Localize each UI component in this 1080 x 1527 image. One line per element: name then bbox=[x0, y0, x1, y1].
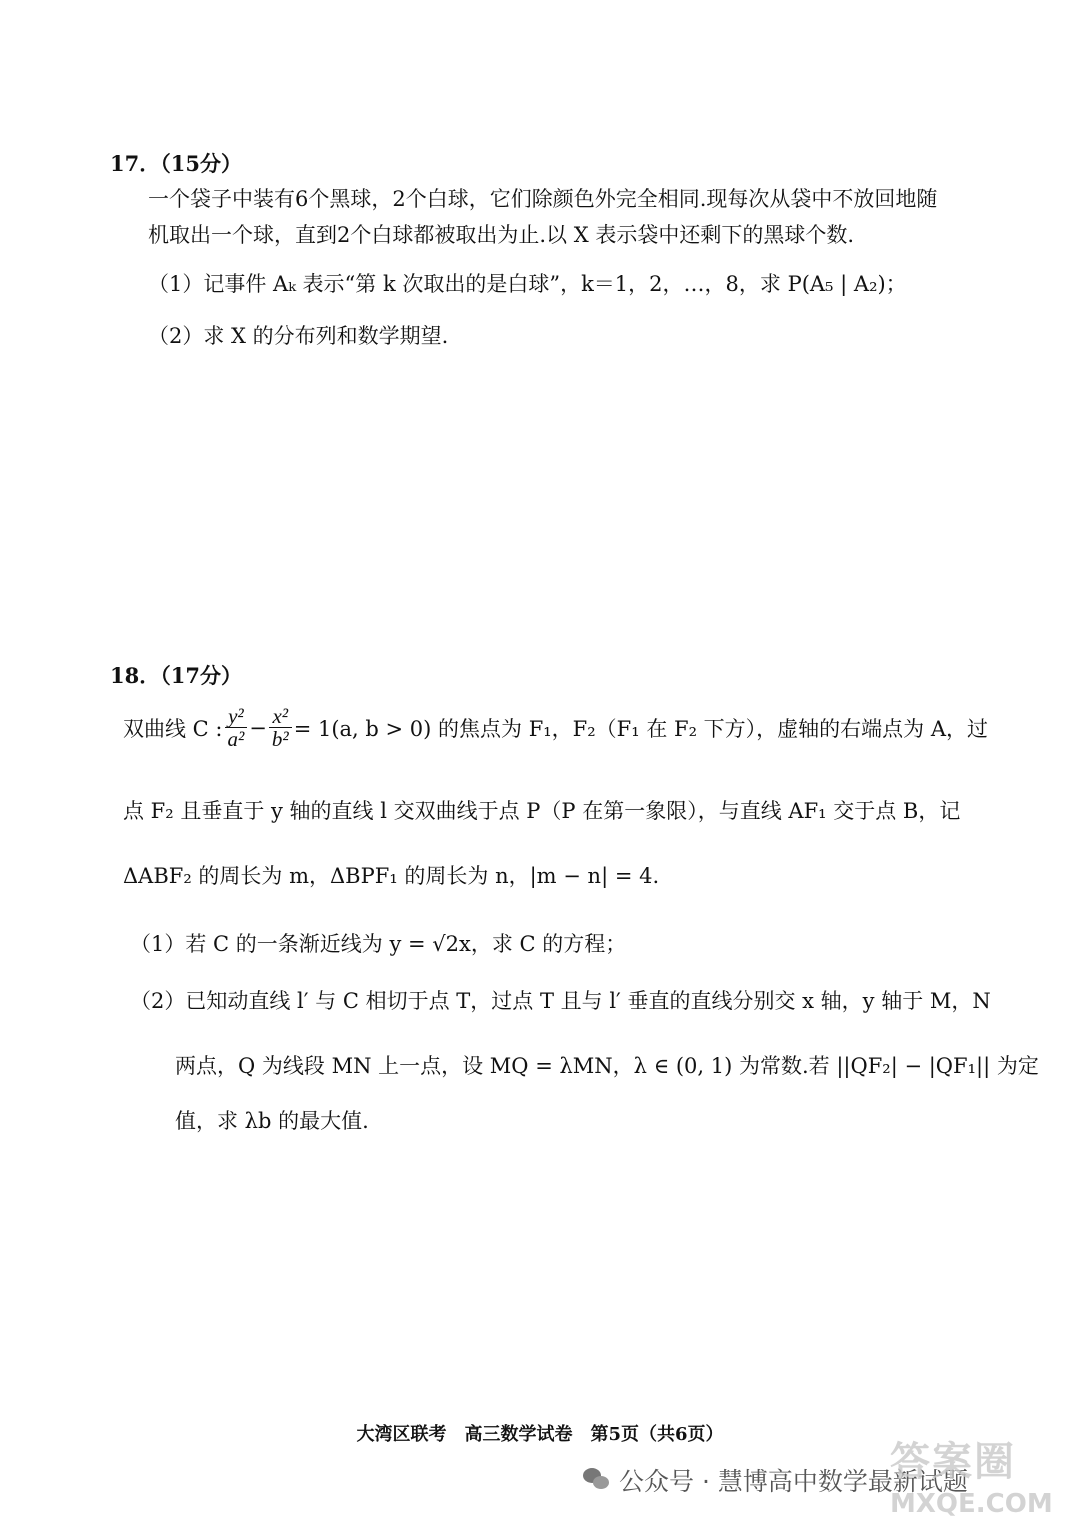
q18-line-1-prefix: 双曲线 C : bbox=[123, 716, 223, 741]
q18-line-3: ΔABF₂ 的周长为 m，ΔBPF₁ 的周长为 n，|m − n| = 4. bbox=[123, 864, 660, 888]
fraction-denominator: b² bbox=[271, 727, 289, 752]
watermark-logo bbox=[890, 1430, 1070, 1525]
wechat-account-text: 公众号 · 慧博高中数学最新试题 bbox=[619, 1467, 968, 1496]
minus-sign: − bbox=[249, 715, 267, 740]
wechat-icon bbox=[583, 1466, 611, 1494]
fraction-denominator: a² bbox=[227, 727, 245, 752]
q18-line-1-suffix: = 1(a, b > 0) 的焦点为 F₁，F₂（F₁ 在 F₂ 下方），虚轴的右端点为 A，过 bbox=[293, 716, 989, 741]
q18-line-2: 点 F₂ 且垂直于 y 轴的直线 l 交双曲线于点 P（P 在第一象限），与直线 AF₁ 交于点 B，记 bbox=[123, 799, 961, 823]
fraction-x2-b2 bbox=[269, 705, 292, 750]
q18-line-1 bbox=[123, 705, 988, 750]
q17-part-2: （2）求 X 的分布列和数学期望. bbox=[148, 324, 449, 348]
q17-heading: 17．（15分） bbox=[110, 151, 242, 176]
fraction-numerator: y² bbox=[225, 705, 248, 728]
watermark-bottom-text: MXQE.COM bbox=[890, 1489, 1053, 1519]
q18-part-2-line-1: （2）已知动直线 l′ 与 C 相切于点 T，过点 T 且与 l′ 垂直的直线分别交 x 轴，y 轴于 M，N bbox=[130, 989, 991, 1013]
q18-part-2-line-2: 两点，Q 为线段 MN 上一点，设 MQ = λMN，λ ∈ (0, 1) 为常数.若 ||QF₂| − |QF₁|| 为定 bbox=[175, 1054, 1039, 1078]
q18-heading: 18．（17分） bbox=[110, 663, 242, 688]
q18-part-1: （1）若 C 的一条渐近线为 y = √2x，求 C 的方程； bbox=[130, 932, 627, 956]
fraction-numerator: x² bbox=[269, 705, 292, 728]
fraction-y2-a2 bbox=[225, 705, 248, 750]
q17-line-2: 机取出一个球，直到2个白球都被取出为止.以 X 表示袋中还剩下的黑球个数. bbox=[148, 223, 855, 247]
q18-part-2-line-3: 值，求 λb 的最大值. bbox=[175, 1109, 369, 1133]
q17-line-1: 一个袋子中装有6个黑球，2个白球，它们除颜色外完全相同.现每次从袋中不放回地随 bbox=[148, 187, 938, 211]
watermark-top-text: 答案圈 bbox=[890, 1439, 1016, 1485]
q17-part-1: （1）记事件 Aₖ 表示“第 k 次取出的是白球”，k＝1，2，…，8，求 P(A₅ | A₂)； bbox=[148, 272, 907, 296]
page-footer: 大湾区联考 高三数学试卷 第5页（共6页） bbox=[356, 1424, 724, 1445]
